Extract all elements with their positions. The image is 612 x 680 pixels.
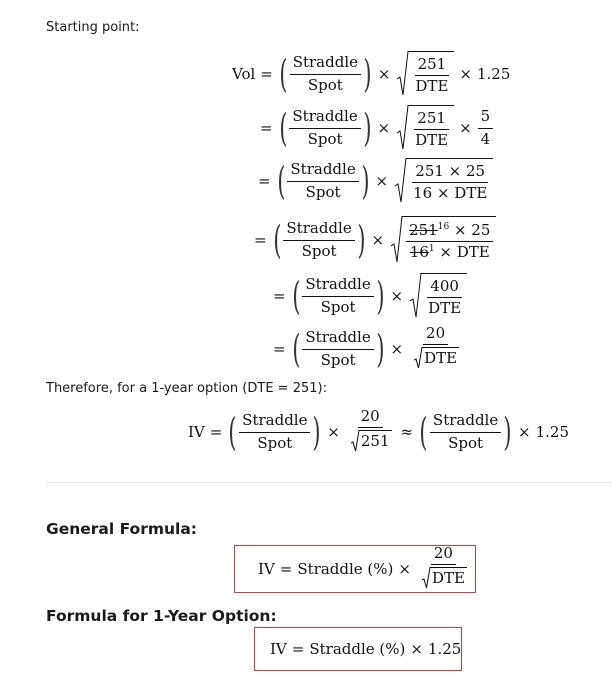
equation-line-6: = ( $\frac{\text{Straddle}}{\text{Spot}}$ ) × $\frac{20}{\text{DTE}}$ <box>268 323 463 375</box>
straddle-percent: Straddle (%) <box>309 640 406 658</box>
sqrt-expression: $\frac{400}{\text{DTE}}$ <box>410 273 467 319</box>
section-divider <box>46 482 612 483</box>
one-year-formula: IV = Straddle (%) × 1.25 <box>270 640 462 658</box>
straddle-spot-fraction: $\frac{\text{Straddle}}{\text{Spot}}$ <box>302 276 373 316</box>
general-formula: IV = Straddle (%) × $\frac{20}{\text{DTE}}$ <box>258 547 471 591</box>
heading-one-year-formula: Formula for 1-Year Option: <box>46 607 277 625</box>
iv-label: IV <box>188 423 205 441</box>
constant-1-25: 1.25 <box>427 640 462 658</box>
equals-sign: = <box>260 65 273 83</box>
straddle-spot-fraction: $\frac{\text{Straddle}}{\text{Spot}}$ <box>302 329 373 369</box>
constant-1-25: 1.25 <box>535 423 570 441</box>
equation-line-5: = ( $\frac{\text{Straddle}}{\text{Spot}}$ ) × $\frac{400}{\text{DTE}}$ <box>268 270 467 322</box>
twenty-over-sqrt-dte: $\frac{20}{\text{DTE}}$ <box>409 325 462 374</box>
straddle-spot-fraction: $\frac{\text{Straddle}}{\text{Spot}}$ <box>290 54 361 94</box>
constant-1-25: 1.25 <box>476 65 511 83</box>
straddle-spot-fraction: $\frac{\text{Straddle}}{\text{Spot}}$ <box>289 108 360 148</box>
heading-general-formula: General Formula: <box>46 520 198 538</box>
times-sign: × <box>459 65 472 83</box>
equation-line-1: Vol = ( $\frac{\text{Straddle}}{\text{Spot}}$ ) × $\frac{251}{\text{DTE}}$ × 1.25 <box>232 52 511 96</box>
sqrt-expression: $\frac{251^{16} \times 25}{16^1 \times DTE}$ <box>391 216 496 264</box>
sqrt-expression: $\frac{251}{\text{DTE}}$ <box>397 51 454 97</box>
five-fourths-fraction: $\frac{5}{4}$ <box>478 108 494 148</box>
times-sign: × <box>377 65 391 83</box>
sqrt-expression: $\frac{251 \times 25}{\text{16 × DTE}}$ <box>395 158 493 204</box>
heading-therefore: Therefore, for a 1-year option (DTE = 251): <box>46 381 327 396</box>
sqrt-expression: $\frac{251}{\text{DTE}}$ <box>397 105 454 151</box>
straddle-percent: Straddle (%) <box>297 560 394 578</box>
straddle-spot-fraction: $\frac{\text{Straddle}}{\text{Spot}}$ <box>287 161 358 201</box>
equation-line-2: = ( $\frac{\text{Straddle}}{\text{Spot}}$ ) × $\frac{251}{\text{DTE}}$ × $\frac{5}{4}$ <box>255 102 494 154</box>
vol-label: Vol <box>232 65 256 83</box>
straddle-spot-fraction: $\frac{\text{Straddle}}{\text{Spot}}$ <box>239 412 310 452</box>
twenty-over-sqrt-251: $\frac{20}{251}$ <box>346 408 395 457</box>
heading-starting-point: Starting point: <box>46 20 140 35</box>
approx-sign: ≈ <box>400 423 414 441</box>
equation-line-3: = ( $\frac{\text{Straddle}}{\text{Spot}}$ ) × $\frac{251 \times 25}{\text{16 × DTE}}$ <box>253 155 493 207</box>
straddle-spot-fraction: $\frac{\text{Straddle}}{\text{Spot}}$ <box>430 412 501 452</box>
twenty-over-sqrt-dte: $\frac{20}{\text{DTE}}$ <box>417 545 470 594</box>
equation-line-4: = ( $\frac{\text{Straddle}}{\text{Spot}}$ ) × $\frac{251^{16} \times 25}{16^1 \times DTE}$ <box>249 213 496 267</box>
equals-sign: = <box>260 119 273 137</box>
iv-equation: IV = ( $\frac{\text{Straddle}}{\text{Spot}}$ ) × $\frac{20}{251}$ ≈ ( $\frac{\text{Straddle}}{\text{Spot}}$ ) × 1.25 <box>188 406 569 458</box>
straddle-spot-fraction: $\frac{\text{Straddle}}{\text{Spot}}$ <box>283 220 354 260</box>
